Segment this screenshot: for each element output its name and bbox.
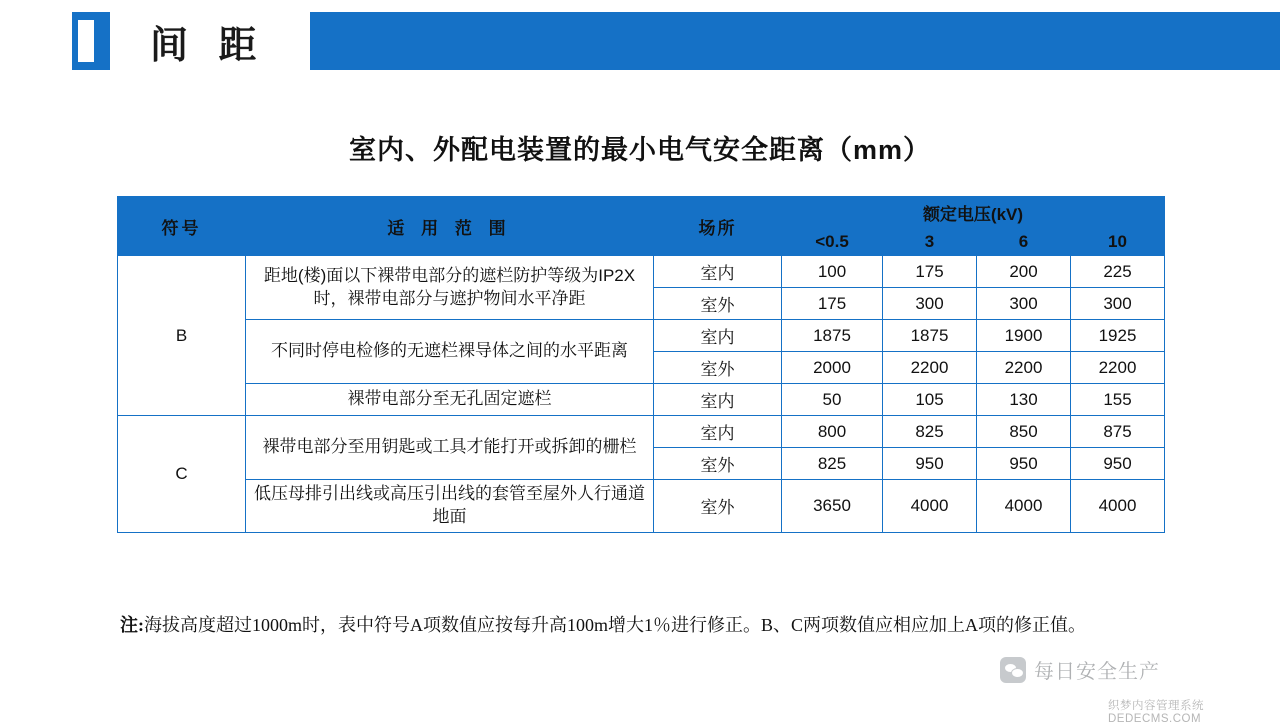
scope-cell: 不同时停电检修的无遮栏裸导体之间的水平距离 [246,320,654,384]
scope-cell: 裸带电部分至无孔固定遮栏 [246,384,654,416]
value-cell: 100 [782,256,883,288]
header-accent-tick [78,20,94,62]
header-voltage-6: 6 [977,229,1071,256]
place-cell: 室外 [654,480,782,533]
value-cell: 950 [1071,448,1165,480]
value-cell: 300 [883,288,977,320]
table-caption: 室内、外配电装置的最小电气安全距离（mm） [348,135,931,165]
value-cell: 825 [883,416,977,448]
value-cell: 300 [977,288,1071,320]
place-cell: 室外 [654,352,782,384]
place-cell: 室外 [654,288,782,320]
group-letter-c: C [118,416,246,533]
value-cell: 1875 [782,320,883,352]
header-symbol: 符号 [118,197,246,256]
value-cell: 800 [782,416,883,448]
safety-distance-table [117,196,1165,533]
table-row [118,256,1165,288]
place-cell: 室内 [654,384,782,416]
value-cell: 1875 [883,320,977,352]
place-cell: 室内 [654,256,782,288]
header-left-white-block [0,12,72,70]
value-cell: 175 [782,288,883,320]
scope-cell: 低压母排引出线或高压引出线的套管至屋外人行通道地面 [246,480,654,533]
value-cell: 850 [977,416,1071,448]
wechat-account-name: 每日安全生产 [1034,661,1160,683]
table-row [118,480,1165,533]
value-cell: 2000 [782,352,883,384]
value-cell: 825 [782,448,883,480]
note-label: 注: [120,615,144,635]
value-cell: 2200 [1071,352,1165,384]
place-cell: 室外 [654,448,782,480]
value-cell: 950 [977,448,1071,480]
table-row [118,320,1165,352]
place-cell: 室内 [654,320,782,352]
value-cell: 2200 [977,352,1071,384]
header-voltage-lt05: <0.5 [782,229,883,256]
value-cell: 4000 [977,480,1071,533]
header-voltage-10: 10 [1071,229,1165,256]
table-row [118,416,1165,448]
value-cell: 2200 [883,352,977,384]
place-cell: 室内 [654,416,782,448]
scope-cell: 距地(楼)面以下裸带电部分的遮栏防护等级为IP2X时，裸带电部分与遮护物间水平净距 [246,256,654,320]
note-text: 海拔高度超过1000m时，表中符号A项数值应按每升高100m增大1％进行修正。B、C两项数值应相应加上A项的修正值。 [144,615,1087,635]
group-letter-b: B [118,256,246,416]
table-body [118,256,1165,533]
value-cell: 3650 [782,480,883,533]
value-cell: 200 [977,256,1071,288]
value-cell: 105 [883,384,977,416]
value-cell: 225 [1071,256,1165,288]
table-row [118,384,1165,416]
value-cell: 155 [1071,384,1165,416]
value-cell: 300 [1071,288,1165,320]
value-cell: 950 [883,448,977,480]
site-watermark: 织梦内容管理系统 DEDECMS.COM [1108,700,1204,725]
wechat-account-badge [1000,655,1160,684]
header-place: 场所 [654,197,782,256]
header-title-block [110,12,310,70]
safety-distance-table-wrapper [117,196,1164,533]
table-note [120,612,1180,638]
value-cell: 875 [1071,416,1165,448]
page-title: 间 距 [150,24,267,67]
header-voltage: 额定电压(kV) [782,197,1165,229]
page-header [0,0,1280,80]
value-cell: 1925 [1071,320,1165,352]
value-cell: 175 [883,256,977,288]
scope-cell: 裸带电部分至用钥匙或工具才能打开或拆卸的栅栏 [246,416,654,480]
wechat-icon [1000,657,1026,683]
header-voltage-3: 3 [883,229,977,256]
header-scope: 适 用 范 围 [246,197,654,256]
value-cell: 4000 [1071,480,1165,533]
value-cell: 4000 [883,480,977,533]
value-cell: 50 [782,384,883,416]
value-cell: 130 [977,384,1071,416]
table-head [118,197,1165,256]
table-header-row-1 [118,197,1165,229]
value-cell: 1900 [977,320,1071,352]
